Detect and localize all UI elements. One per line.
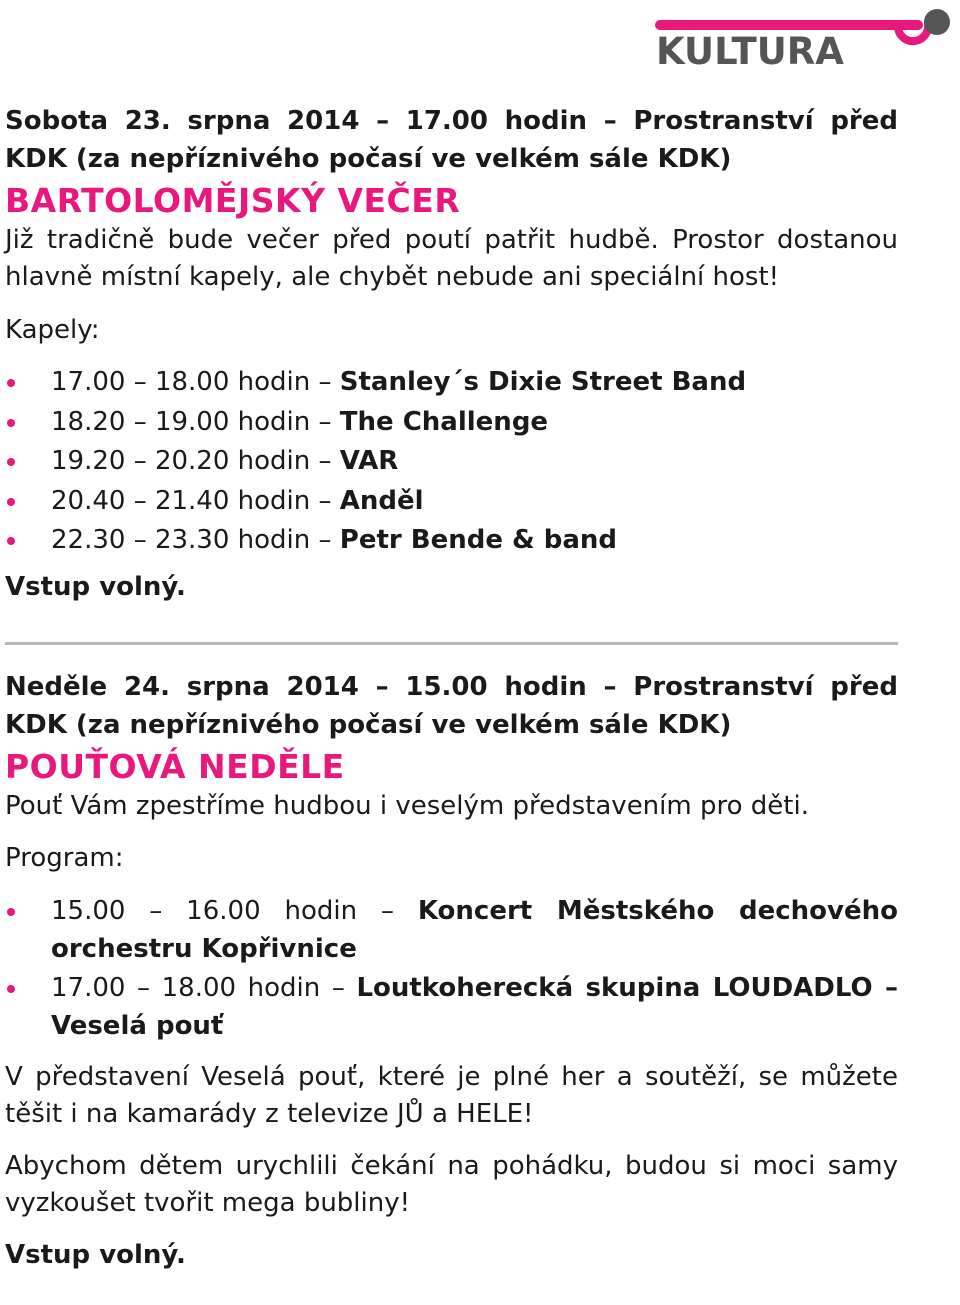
event-bartolomejsky-vecer (5, 103, 898, 606)
program-list-item (5, 892, 898, 968)
band-list-item (5, 403, 898, 443)
section-divider (5, 642, 898, 645)
event2-description: Pouť Vám zpestříme hudbou i veselým představením pro děti. (5, 790, 809, 821)
event1-entry: Vstup volný. (5, 571, 186, 602)
band-list-item (5, 442, 898, 482)
event2-note-1: V představení Veselá pouť, které je plné her a soutěží, se můžete těšit i na kamarády z televize JŮ a HELE! (5, 1061, 898, 1130)
event2-note-2: Abychom dětem urychlili čekání na pohádku, budou si moci samy vyzkoušet tvořit mega bubliny! (5, 1150, 898, 1219)
logo-pink-bar (655, 20, 923, 30)
band-time: 18.20 – 19.00 hodin – (51, 406, 340, 437)
event1-title: BARTOLOMĚJSKÝ VEČER (5, 181, 461, 220)
band-name: The Challenge (339, 406, 549, 437)
event1-date-line: Sobota 23. srpna 2014 – 17.00 hodin – Prostranství před KDK (za nepříznivého počasí ve velkém sále KDK) (5, 106, 898, 174)
band-name: Anděl (339, 485, 424, 516)
band-list (5, 363, 898, 561)
band-time: 20.40 – 21.40 hodin – (51, 485, 340, 516)
program-time: 15.00 – 16.00 hodin – (51, 895, 418, 926)
program-time: 17.00 – 18.00 hodin – (51, 972, 357, 1003)
program-list (5, 892, 898, 1045)
program-name: Loutkoherecká skupina LOUDADLO – Veselá pouť (51, 972, 898, 1041)
event2-entry: Vstup volný. (5, 1239, 186, 1270)
band-list-item (5, 521, 898, 561)
event-poutova-nedele (5, 669, 898, 1274)
band-time: 17.00 – 18.00 hodin – (51, 367, 340, 398)
band-list-item (5, 482, 898, 522)
program-name: Koncert Městského dechového orchestru Kopřivnice (51, 895, 898, 964)
logo-dot (924, 9, 950, 35)
kultura-logo-graphic (652, 4, 952, 72)
band-name: Petr Bende & band (339, 525, 618, 556)
logo-text: KULTURA (656, 30, 844, 72)
band-name: Stanley´s Dixie Street Band (339, 367, 747, 398)
article-content (5, 103, 898, 1274)
band-time: 22.30 – 23.30 hodin – (51, 525, 340, 556)
band-time: 19.20 – 20.20 hodin – (51, 446, 340, 477)
band-list-item (5, 363, 898, 403)
event2-list-label: Program: (5, 843, 124, 874)
kultura-logo (652, 4, 952, 72)
event2-date-line: Neděle 24. srpna 2014 – 15.00 hodin – Prostranství před KDK (za nepříznivého počasí ve velkém sále KDK) (5, 672, 898, 740)
program-list-item (5, 969, 898, 1045)
band-name: VAR (339, 446, 399, 477)
event2-title: POUŤOVÁ NEDĚLE (5, 747, 345, 787)
event1-description: Již tradičně bude večer před poutí patřit hudbě. Prostor dostanou hlavně místní kapely, ale chybět nebude ani speciální host! (5, 224, 898, 293)
event1-list-label: Kapely: (5, 314, 100, 345)
